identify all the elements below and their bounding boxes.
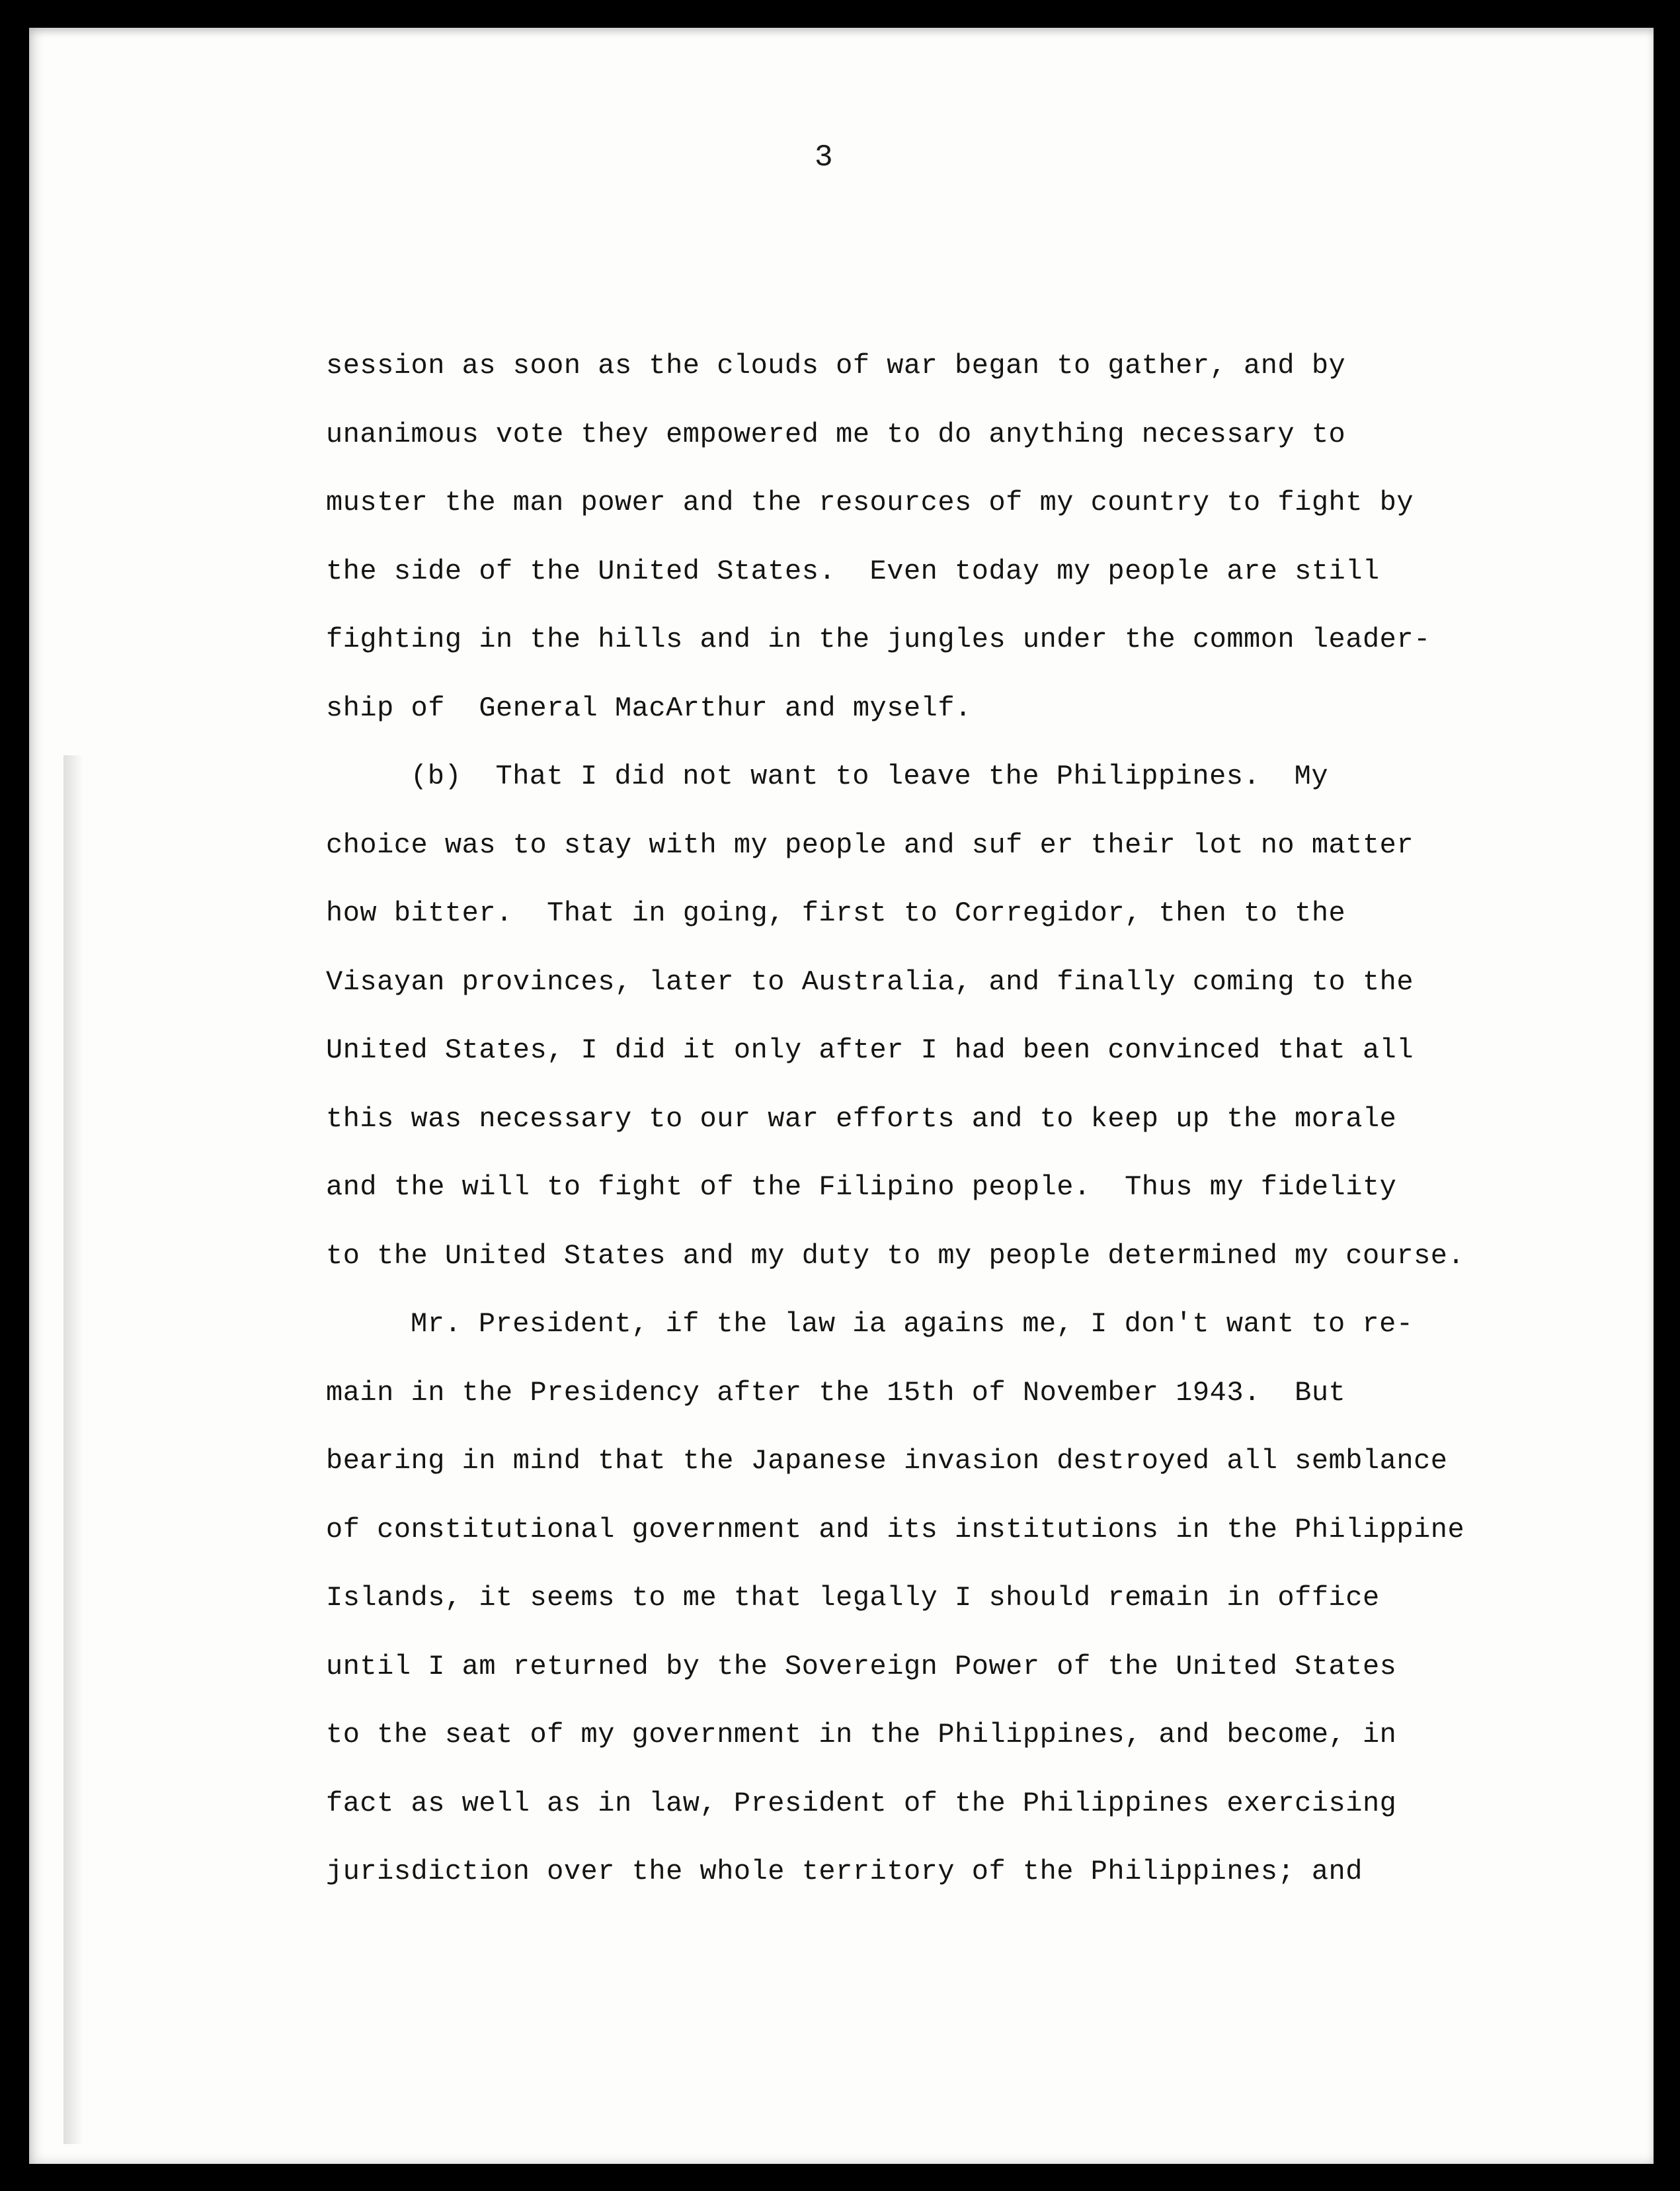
text-line: unanimous vote they empowered me to do anything necessary to bbox=[326, 418, 1346, 450]
text-line: bearing in mind that the Japanese invasion destroyed all semblance bbox=[326, 1445, 1448, 1477]
text-line: jurisdiction over the whole territory of the Philippines; and bbox=[326, 1856, 1363, 1887]
paragraph-start-line: (b) That I did not want to leave the Philippines. My bbox=[411, 761, 1329, 792]
text-line: and the will to fight of the Filipino people. Thus my fidelity bbox=[326, 1171, 1397, 1203]
text-line: until I am returned by the Sovereign Power of the United States bbox=[326, 1650, 1397, 1682]
body-text bbox=[326, 332, 1516, 1907]
text-line: of constitutional government and its institutions in the Philippine bbox=[326, 1513, 1465, 1546]
scan-shadow bbox=[63, 755, 83, 2144]
text-line: muster the man power and the resources of my country to fight by bbox=[326, 487, 1414, 518]
text-line: to the seat of my government in the Philippines, and become, in bbox=[326, 1719, 1397, 1751]
text-line: United States, I did it only after I had been convinced that all bbox=[326, 1034, 1414, 1066]
text-line: this was necessary to our war efforts and to keep up the morale bbox=[326, 1102, 1397, 1135]
text-line: ship of General MacArthur and myself. bbox=[326, 692, 972, 724]
text-line: to the United States and my duty to my people determined my course. bbox=[326, 1239, 1465, 1272]
text-line: Visayan provinces, later to Australia, and finally coming to the bbox=[326, 966, 1414, 998]
text-line: session as soon as the clouds of war began to gather, and by bbox=[326, 350, 1346, 382]
text-line: the side of the United States. Even today my people are still bbox=[326, 555, 1380, 587]
text-line: Islands, it seems to me that legally I should remain in office bbox=[326, 1582, 1380, 1614]
text-line: main in the Presidency after the 15th of November 1943. But bbox=[326, 1376, 1346, 1409]
text-line: fighting in the hills and in the jungles under the common leader- bbox=[326, 624, 1431, 655]
paragraph-start-line: Mr. President, if the law ia agains me, I don't want to re- bbox=[411, 1308, 1414, 1340]
text-line: choice was to stay with my people and suf er their lot no matter bbox=[326, 829, 1414, 861]
text-line: how bitter. That in going, first to Corregidor, then to the bbox=[326, 897, 1346, 929]
page-number: 3 bbox=[815, 140, 833, 175]
text-line: fact as well as in law, President of the Philippines exercising bbox=[326, 1787, 1397, 1819]
